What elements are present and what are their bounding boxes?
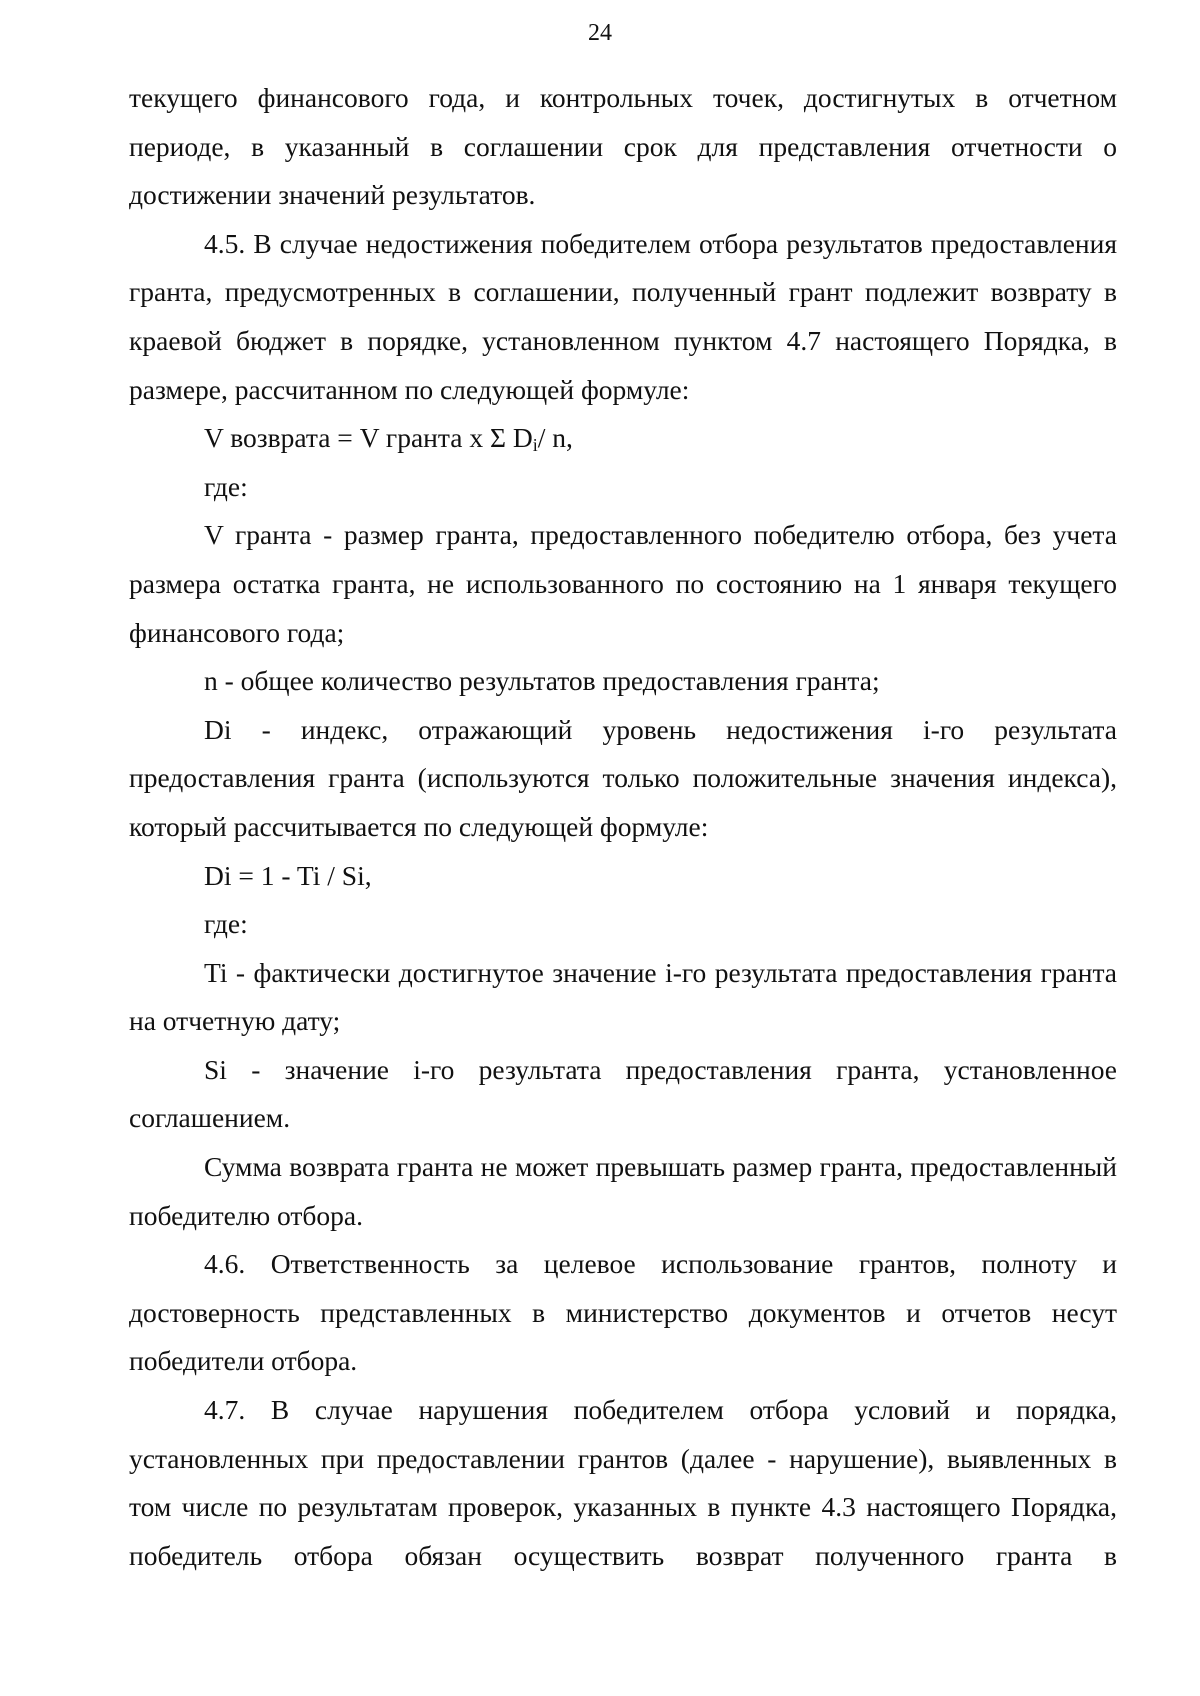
definition-si: Si - значение i-го результата предоставления гранта, установленное соглашением. <box>129 1053 1117 1134</box>
formula-v-return-subscript: i <box>532 435 538 456</box>
definition-di: Di - индекс, отражающий уровень недостижения i-го результата предоставления гранта (используются только положительные значения индекса), который рассчитывается по следующей формуле: <box>129 713 1117 842</box>
paragraph-4-5: 4.5. В случае недостижения победителем отбора результатов предоставления гранта, предусмотренных в соглашении, полученный грант подлежит возврату в краевой бюджет в порядке, установленном пунктом 4.7 настоящего Порядка, в размере, рассчитанном по следующей формуле: <box>129 227 1117 405</box>
definition-v-grant: V гранта - размер гранта, предоставленного победителю отбора, без учета размера остатка гранта, не использованного по состоянию на 1 января текущего финансового года; <box>129 519 1117 648</box>
definition-n: n - общее количество результатов предоставления гранта; <box>204 665 880 697</box>
where-label-1: где: <box>204 470 248 502</box>
formula-v-return-tail: / n, <box>537 422 573 454</box>
formula-di: Di = 1 - Ti / Si, <box>204 859 372 891</box>
document-body <box>129 74 1117 1580</box>
where-label-2: где: <box>204 908 248 940</box>
paragraph-return-limit: Сумма возврата гранта не может превышать размер гранта, предоставленный победителю отбора. <box>129 1151 1117 1231</box>
formula-v-return-main: V возврата = V гранта x Σ D <box>204 422 533 454</box>
paragraph-4-7: 4.7. В случае нарушения победителем отбора условий и порядка, установленных при предоставлении грантов (далее - нарушение), выявленных в том числе по результатам проверок, указанных в пункте 4.3 настоящего Порядка, победитель отбора обязан осуществить возврат полученного гранта в <box>129 1394 1117 1571</box>
paragraph-4-6: 4.6. Ответственность за целевое использование грантов, полноту и достоверность представленных в министерство документов и отчетов несут победители отбора. <box>129 1248 1117 1377</box>
paragraph-continuation: текущего финансового года, и контрольных точек, достигнутых в отчетном периоде, в указанный в соглашении срок для представления отчетности о достижении значений результатов. <box>129 82 1117 211</box>
definition-ti: Ti - фактически достигнутое значение i-го результата предоставления гранта на отчетную дату; <box>129 956 1117 1037</box>
page-number: 24 <box>588 20 612 46</box>
formula-v-return <box>129 414 1117 463</box>
